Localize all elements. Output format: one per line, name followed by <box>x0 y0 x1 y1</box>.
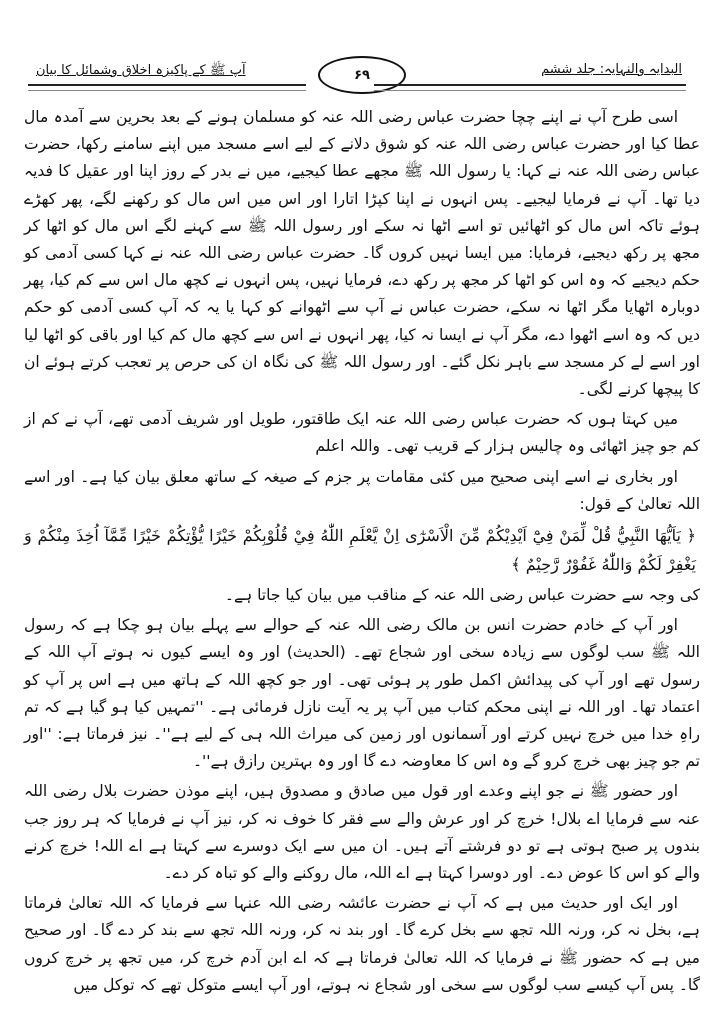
paragraph-abbas-gift: اسی طرح آپ نے اپنے چچا حضرت عباس رضی اللہ عنہ کو مسلمان ہونے کے بعد بحرین سے آمدہ مال عطا کیا اور حضرت عباس رضی اللہ عنہ کو شوق دلانے کے لیے اسے مسجد میں اپنے سامنے رکھا، حضرت عباس رضی اللہ عنہ نے کہا: یا رسول اللہ ﷺ مجھے عطا کیجیے، میں نے بدر کے روز اپنا اور عقیل کا فدیہ دیا تھا۔ آپ نے فرمایا لیجیے۔ پس انہوں نے اپنا کپڑا اتارا اور اس میں اس مال کو رکھنے لگے، پھر کھڑے ہوئے تاکہ اس مال کو اٹھائیں تو اسے اٹھا نہ سکے اور رسول اللہ ﷺ سے کہنے لگے اس مال کو اٹھا کر مجھ پر رکھ دیجیے، فرمایا: میں ایسا نہیں کروں گا۔ حضرت عباس رضی اللہ عنہ نے کہا کسی آدمی کو حکم دیجیے کہ وہ اس کو اٹھا کر مجھ پر رکھ دے، فرمایا نہیں، پس انہوں نے کچھ مال اس سے کم کیا، پھر دوبارہ اٹھایا مگر اٹھا نہ سکے، حضرت عباس نے آپ سے اٹھوانے کو کہا یا یہ کہ آپ کسی آدمی کو حکم دیں کہ وہ اسے اٹھوا دے، مگر آپ نے ایسا نہ کیا، پھر انہوں نے اس سے کچھ مال کم کیا اور باقی کو اٹھا لیا اور اسے لے کر مسجد سے باہر نکل گئے۔ اور رسول اللہ ﷺ کی نگاہ ان کی حرص پر تعجب کرتے ہوئے ان کا پیچھا کرنے لگی۔ <box>24 108 700 399</box>
header-rule-left <box>28 84 306 91</box>
book-title: البدایہ والنہایہ: جلد ششم <box>541 62 682 77</box>
page-header <box>22 52 694 98</box>
paragraph-bilal-hadith: اور حضور ﷺ نے جو اپنے وعدے اور قول میں صادق و مصدوق ہیں، اپنے موذن حضرت بلال رضی اللہ عنہ سے فرمایا اے بلال! خرچ کر اور عرش والے سے فقر کا خوف نہ کر، نیز آپ نے فرمایا کہ ہر روز جب بندوں پر صبح ہوتی ہے تو دو فرشتے آتے ہیں۔ ان میں سے ایک دوسرے سے کہتا ہے اے اللہ! خرچ کرنے والے کو اس کا عوض دے۔ اور دوسرا کہتا ہے اے اللہ، مال روکنے والے کو تباہ کر دے۔ <box>24 782 700 883</box>
paragraph-aisha-hadith: اور ایک اور حدیث میں ہے کہ آپ نے حضرت عائشہ رضی اللہ عنہا سے فرمایا کہ اللہ تعالیٰ فرماتا ہے، بخل نہ کر، ورنہ اللہ تجھ سے بخل کرے گا۔ اور بند نہ کر، ورنہ اللہ تجھ سے بند کر دے گا۔ اور صحیح میں ہے کہ حضور ﷺ نے فرمایا کہ اللہ تعالیٰ فرماتا ہے کہ اے ابن آدم خرچ کر، میں تجھ پر خرچ کروں گا۔ پس آپ کیسے سب لوگوں سے سخی اور شجاع نہ ہوتے، اور آپ ایسے متوکل تھے کہ توکل میں <box>24 894 700 994</box>
paragraph-bukhari: اور بخاری نے اسے اپنی صحیح میں کئی مقامات پر جزم کے صیغہ کے ساتھ معلق بیان کیا ہے۔ اور اسے اللہ تعالیٰ کے قول: <box>24 467 700 513</box>
paragraph-author-comment: میں کہتا ہوں کہ حضرت عباس رضی اللہ عنہ ایک طاقتور، طویل اور شریف آدمی تھے، آپ نے کم از کم جو چیز اٹھائی وہ چالیس ہزار کے قریب تھی۔ واللہ اعلم <box>24 410 700 456</box>
paragraph-manaqib: کی وجہ سے حضرت عباس رضی اللہ عنہ کے مناقب میں بیان کیا جاتا ہے۔ <box>224 586 700 605</box>
page-body <box>24 104 700 1002</box>
header-rule-right <box>374 84 686 91</box>
chapter-title: آپ ﷺ کے پاکیزہ اخلاق وشمائل کا بیان <box>36 63 246 78</box>
page-number: ۶۹ <box>318 56 406 94</box>
quran-verse: ﴿ يَاَيُّهَا النَّبِيُّ قُلْ لِّمَنْ فِيْٓ اَيْدِيْكُمْ مِّنَ الْاَسْرٰٓى اِنْ يَّعْلَمِ اللّٰهُ فِيْ قُلُوْبِكُمْ خَيْرًا يُّؤْتِكُمْ خَيْرًا مِّمَّآ اُخِذَ مِنْكُمْ وَ يَغْفِرْ لَكُمْ وَاللّٰهُ غَفُوْرٌ رَّحِيْمٌ ﴾ <box>24 526 696 575</box>
paragraph-anas-hadith: اور آپ کے خادم حضرت انس بن مالک رضی اللہ عنہ کے حوالے سے پہلے بیان ہو چکا ہے کہ رسول اللہ ﷺ سب لوگوں سے زیادہ سخی اور شجاع تھے۔ (الحدیث) اور وہ ایسے کیوں نہ ہوتے آپ اللہ کے رسول تھے اور آپ کی پیدائش اکمل طور پر ہوئی تھی۔ اور جو کچھ اللہ کے ہاتھ میں ہے اس پر آپ کو اعتماد تھا۔ اور اللہ نے اپنی محکم کتاب میں آپ پر یہ آیت نازل فرمائی ہے۔ ''تمہیں کیا ہو گیا ہے کہ تم راہِ خدا میں خرچ نہیں کرتے اور آسمانوں اور زمین کی میراث اللہ ہی کے لیے ہے''۔ نیز فرماتا ہے: ''اور تم جو چیز بھی خرچ کرو گے وہ اس کا معاوضہ دے گا اور وہ بہترین رازق ہے''۔ <box>24 616 700 771</box>
